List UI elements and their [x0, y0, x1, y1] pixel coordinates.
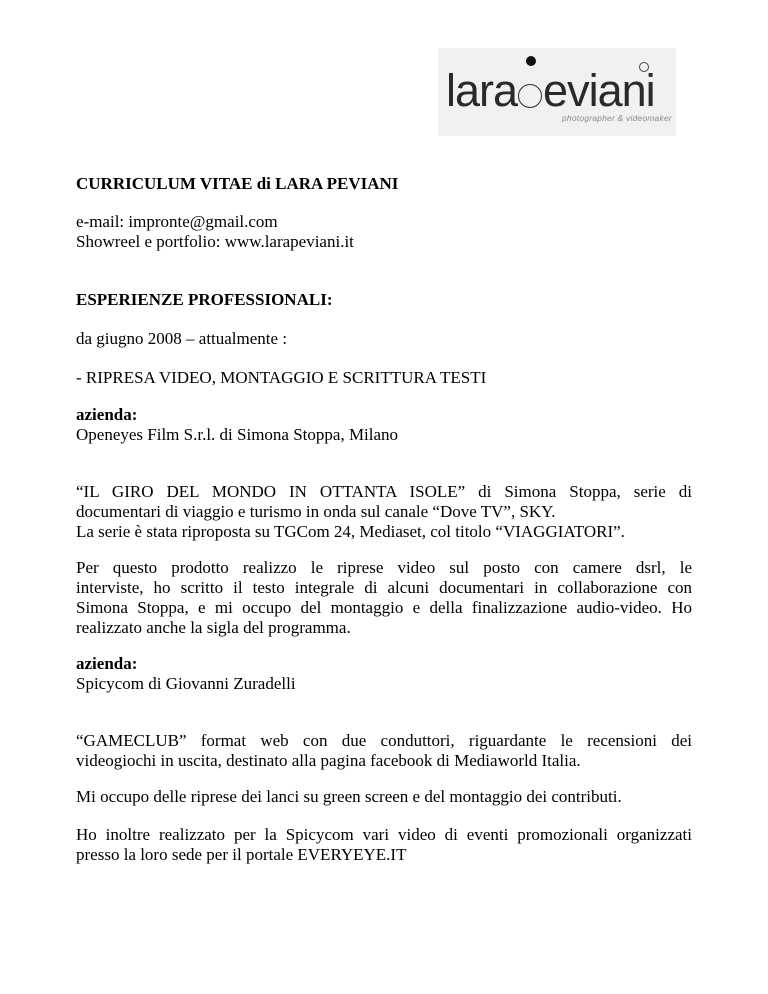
description2-line: Mi occupo delle riprese dei lanci su green screen e del montaggio dei contributi.: [76, 787, 622, 806]
experience-role: - RIPRESA VIDEO, MONTAGGIO E SCRITTURA TESTI: [76, 368, 487, 387]
project2-paragraph: [76, 731, 692, 771]
section-title: ESPERIENZE PROFESSIONALI:: [76, 290, 333, 309]
cv-title: CURRICULUM VITAE di LARA PEVIANI: [76, 174, 399, 193]
description3-line: presso la loro sede per il portale EVERYEYE.IT: [76, 845, 407, 864]
showreel-line: Showreel e portfolio: www.larapeviani.it: [76, 232, 354, 251]
description1-line: Per questo prodotto realizzo le riprese video sul posto con camere dsrl, le: [76, 558, 692, 577]
project1-line: “IL GIRO DEL MONDO IN OTTANTA ISOLE” di Simona Stoppa, serie di: [76, 482, 692, 501]
company2-name: Spicycom di Giovanni Zuradelli: [76, 674, 296, 693]
description1-line: Simona Stoppa, e mi occupo del montaggio e della finalizzazione audio-video. Ho: [76, 598, 692, 617]
company1-name: Openeyes Film S.r.l. di Simona Stoppa, Milano: [76, 425, 399, 444]
logo: [438, 48, 676, 136]
email-line: e-mail: impronte@gmail.com: [76, 212, 278, 231]
description1-line: interviste, ho scritto il testo integrale di alcuni documentari in collaborazione con: [76, 578, 692, 597]
company1-label: azienda:: [76, 405, 138, 424]
project2-line: videogiochi in uscita, destinato alla pagina facebook di Mediaworld Italia.: [76, 751, 581, 770]
experience-period: da giugno 2008 – attualmente :: [76, 329, 288, 348]
company2-label: azienda:: [76, 654, 138, 673]
description1-line: realizzato anche la sigla del programma.: [76, 618, 351, 637]
description1-paragraph: [76, 558, 692, 638]
logo-p-ring: [518, 84, 542, 108]
logo-wordmark-right: eviani: [543, 65, 655, 116]
project2-line: “GAMECLUB” format web con due conduttori, riguardante le recensioni dei: [76, 731, 692, 750]
project1-paragraph: [76, 482, 692, 542]
description3-line: Ho inoltre realizzato per la Spicycom vari video di eventi promozionali organizzati: [76, 825, 692, 844]
logo-tagline: photographer & videomaker: [562, 113, 672, 123]
logo-wordmark: [446, 65, 655, 116]
project1-line: documentari di viaggio e turismo in onda sul canale “Dove TV”, SKY.: [76, 502, 556, 521]
project1-line: La serie è stata riproposta su TGCom 24, Mediaset, col titolo “VIAGGIATORI”.: [76, 522, 625, 541]
description3-paragraph: [76, 825, 692, 865]
logo-dot: [526, 56, 536, 66]
logo-wordmark-left: lara: [446, 65, 518, 116]
